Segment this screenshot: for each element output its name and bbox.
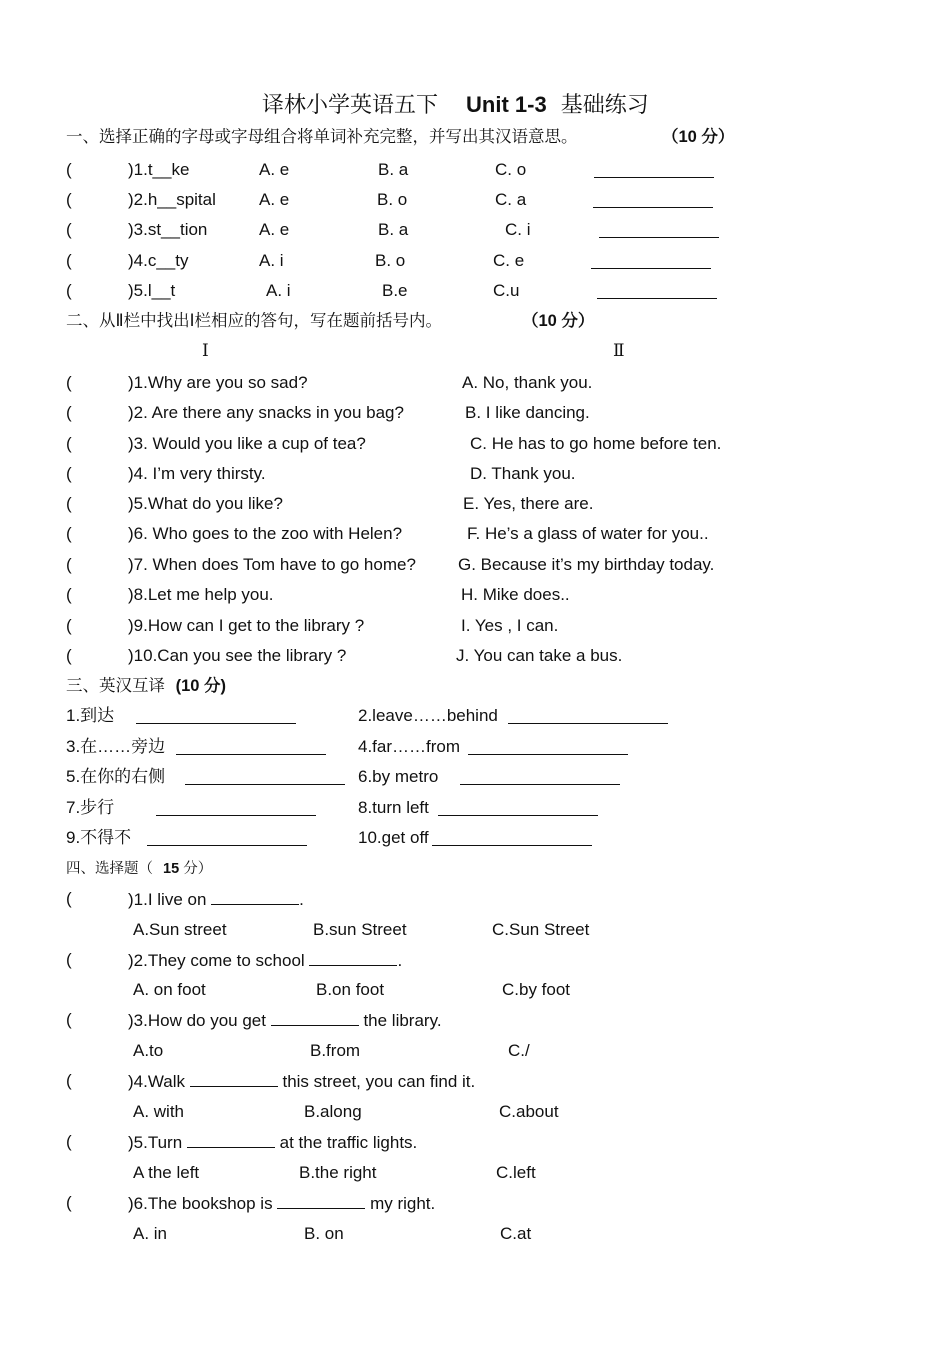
question-text: )5.Turn bbox=[128, 1133, 183, 1152]
question-text: )6. Who goes to the zoo with Helen? bbox=[128, 524, 403, 543]
translation-blank[interactable] bbox=[468, 739, 628, 755]
translation-blank[interactable] bbox=[147, 830, 307, 846]
answer-option: B. I like dancing. bbox=[465, 403, 590, 422]
answer-paren[interactable]: ( bbox=[66, 585, 72, 604]
option-b: B.the right bbox=[299, 1163, 377, 1182]
answer-paren[interactable]: ( bbox=[66, 555, 72, 574]
question-blank[interactable] bbox=[187, 1132, 275, 1148]
section2-heading-text: 二、从Ⅱ栏中找出Ⅰ栏相应的答句，写在题前括号内。 bbox=[66, 312, 442, 330]
question-blank[interactable] bbox=[211, 889, 299, 905]
title-cn-right: 基础练习 bbox=[560, 92, 649, 117]
question-text: )8.Let me help you. bbox=[128, 585, 274, 604]
answer-option: F. He’s a glass of water for you.. bbox=[467, 524, 709, 543]
column-1-label: Ⅰ bbox=[202, 341, 209, 361]
question-text: )4.c__ty bbox=[128, 251, 189, 270]
option-b: B. a bbox=[378, 220, 409, 239]
answer-paren[interactable]: ( bbox=[66, 950, 72, 969]
question-blank[interactable] bbox=[271, 1010, 359, 1026]
option-a: A.to bbox=[133, 1041, 164, 1060]
section1-score: （10 分） bbox=[662, 128, 735, 146]
answer-paren[interactable]: ( bbox=[66, 494, 72, 513]
option-a: A.Sun street bbox=[133, 920, 227, 939]
question-text: )7. When does Tom have to go home? bbox=[128, 555, 416, 574]
option-b: B.on foot bbox=[316, 980, 385, 999]
question-text-end: at the traffic lights. bbox=[279, 1133, 418, 1152]
meaning-blank[interactable] bbox=[597, 283, 717, 299]
translation-prompt: 1.到达 bbox=[66, 706, 115, 725]
option-c: C. i bbox=[505, 220, 531, 239]
option-a: A. e bbox=[259, 220, 290, 239]
answer-paren[interactable]: ( bbox=[66, 281, 72, 300]
answer-paren[interactable]: ( bbox=[66, 524, 72, 543]
option-b: B. on bbox=[304, 1224, 344, 1243]
translation-prompt: 4.far……from bbox=[358, 737, 461, 756]
question-text: )1.t__ke bbox=[128, 160, 190, 179]
answer-option: H. Mike does.. bbox=[461, 585, 570, 604]
option-b: B.from bbox=[310, 1041, 361, 1060]
option-a: A. i bbox=[266, 281, 291, 300]
option-a: A. in bbox=[133, 1224, 168, 1243]
question-blank[interactable] bbox=[309, 950, 397, 966]
answer-paren[interactable]: ( bbox=[66, 1010, 72, 1029]
question-text: )3.st__tion bbox=[128, 220, 208, 239]
translation-prompt: 9.不得不 bbox=[66, 828, 132, 847]
option-a: A. with bbox=[133, 1102, 185, 1121]
question-text: )1.I live on bbox=[128, 890, 207, 909]
translation-blank[interactable] bbox=[156, 800, 316, 816]
question-blank[interactable] bbox=[190, 1071, 278, 1087]
translation-blank[interactable] bbox=[176, 739, 326, 755]
answer-paren[interactable]: ( bbox=[66, 434, 72, 453]
option-b: B.along bbox=[304, 1102, 362, 1121]
question-text-end: . bbox=[397, 951, 403, 970]
answer-option: E. Yes, there are. bbox=[463, 494, 594, 513]
translation-prompt: 6.by metro bbox=[358, 767, 439, 786]
option-c: C.Sun Street bbox=[492, 920, 590, 939]
translation-blank[interactable] bbox=[432, 830, 592, 846]
answer-option: J. You can take a bus. bbox=[456, 646, 623, 665]
question-text: )2.h__spital bbox=[128, 190, 216, 209]
question-text: )3.How do you get bbox=[128, 1011, 266, 1030]
question-text-end: my right. bbox=[370, 1194, 436, 1213]
answer-paren[interactable]: ( bbox=[66, 373, 72, 392]
translation-blank[interactable] bbox=[508, 708, 668, 724]
section2-heading bbox=[66, 311, 595, 331]
section4-score-unit: 分） bbox=[183, 861, 213, 877]
answer-paren[interactable]: ( bbox=[66, 1193, 72, 1212]
answer-paren[interactable]: ( bbox=[66, 160, 72, 179]
answer-paren[interactable]: ( bbox=[66, 251, 72, 270]
option-a: A. e bbox=[259, 190, 290, 209]
meaning-blank[interactable] bbox=[591, 253, 711, 269]
option-a: A the left bbox=[133, 1163, 200, 1182]
option-a: A. i bbox=[259, 251, 284, 270]
question-text: )6.The bookshop is bbox=[128, 1194, 273, 1213]
question-text-end: this street, you can find it. bbox=[282, 1072, 476, 1091]
answer-paren[interactable]: ( bbox=[66, 1071, 72, 1090]
answer-paren[interactable]: ( bbox=[66, 889, 72, 908]
question-text: )2. Are there any snacks in you bag? bbox=[128, 403, 404, 422]
option-c: C.by foot bbox=[502, 980, 571, 999]
question-text-end: the library. bbox=[363, 1011, 442, 1030]
answer-option: A. No, thank you. bbox=[462, 373, 593, 392]
question-text: )2.They come to school bbox=[128, 951, 305, 970]
question-text: )9.How can I get to the library ? bbox=[128, 616, 365, 635]
section2-score: （10 分） bbox=[522, 312, 595, 330]
title-cn-left: 译林小学英语五下 bbox=[262, 92, 439, 117]
column-2-label: Ⅱ bbox=[613, 341, 625, 361]
translation-prompt: 2.leave……behind bbox=[358, 706, 498, 725]
option-a: A. e bbox=[259, 160, 290, 179]
question-text: )10.Can you see the library ? bbox=[128, 646, 347, 665]
answer-option: G. Because it’s my birthday today. bbox=[458, 555, 715, 574]
option-c: C.left bbox=[496, 1163, 536, 1182]
translation-prompt: 7.步行 bbox=[66, 798, 115, 817]
option-c: C.about bbox=[499, 1102, 559, 1121]
answer-paren[interactable]: ( bbox=[66, 616, 72, 635]
option-c: C. a bbox=[495, 190, 527, 209]
question-text: )5.What do you like? bbox=[128, 494, 283, 513]
question-blank[interactable] bbox=[277, 1193, 365, 1209]
option-b: B. o bbox=[377, 190, 408, 209]
meaning-blank[interactable] bbox=[594, 162, 714, 178]
page-title bbox=[262, 92, 649, 118]
question-text: )5.l__t bbox=[128, 281, 176, 300]
option-c: C./ bbox=[508, 1041, 530, 1060]
answer-paren[interactable]: ( bbox=[66, 646, 72, 665]
answer-option: I. Yes , I can. bbox=[461, 616, 559, 635]
title-unit: Unit 1-3 bbox=[466, 92, 547, 117]
option-b: B. o bbox=[375, 251, 406, 270]
answer-option: D. Thank you. bbox=[470, 464, 576, 483]
option-c: C. e bbox=[493, 251, 525, 270]
translation-blank[interactable] bbox=[460, 769, 620, 785]
option-b: B.e bbox=[382, 281, 408, 300]
answer-paren[interactable]: ( bbox=[66, 190, 72, 209]
option-b: B. a bbox=[378, 160, 409, 179]
translation-blank[interactable] bbox=[438, 800, 598, 816]
translation-prompt: 3.在……旁边 bbox=[66, 737, 166, 756]
question-text: )4. I’m very thirsty. bbox=[128, 464, 266, 483]
question-text-end: . bbox=[299, 890, 304, 909]
answer-option: C. He has to go home before ten. bbox=[470, 434, 722, 453]
option-a: A. on foot bbox=[133, 980, 206, 999]
translation-prompt: 10.get off bbox=[358, 828, 429, 847]
section4-score: 15 bbox=[163, 861, 180, 877]
question-text: )3. Would you like a cup of tea? bbox=[128, 434, 366, 453]
section1-heading-text: 一、选择正确的字母或字母组合将单词补充完整，并写出其汉语意思。 bbox=[66, 128, 578, 146]
answer-paren[interactable]: ( bbox=[66, 403, 72, 422]
section3-heading-text: 三、英汉互译 bbox=[66, 677, 165, 695]
question-text: )4.Walk bbox=[128, 1072, 185, 1091]
section3-heading bbox=[66, 676, 226, 696]
option-c: C. o bbox=[495, 160, 527, 179]
section3-score: (10 分) bbox=[175, 677, 227, 695]
question-text: )1.Why are you so sad? bbox=[128, 373, 308, 392]
answer-paren[interactable]: ( bbox=[66, 220, 72, 239]
answer-paren[interactable]: ( bbox=[66, 1132, 72, 1151]
option-b: B.sun Street bbox=[313, 920, 407, 939]
section4-heading-text: 四、选择题（ bbox=[66, 861, 153, 877]
answer-paren[interactable]: ( bbox=[66, 464, 72, 483]
translation-prompt: 5.在你的右侧 bbox=[66, 767, 166, 786]
option-c: C.at bbox=[500, 1224, 532, 1243]
section4-heading bbox=[66, 859, 212, 879]
meaning-blank[interactable] bbox=[593, 192, 713, 208]
option-c: C.u bbox=[493, 281, 520, 300]
translation-blank[interactable] bbox=[136, 708, 296, 724]
meaning-blank[interactable] bbox=[599, 222, 719, 238]
translation-blank[interactable] bbox=[185, 769, 345, 785]
section1-heading bbox=[66, 127, 735, 147]
translation-prompt: 8.turn left bbox=[358, 798, 429, 817]
